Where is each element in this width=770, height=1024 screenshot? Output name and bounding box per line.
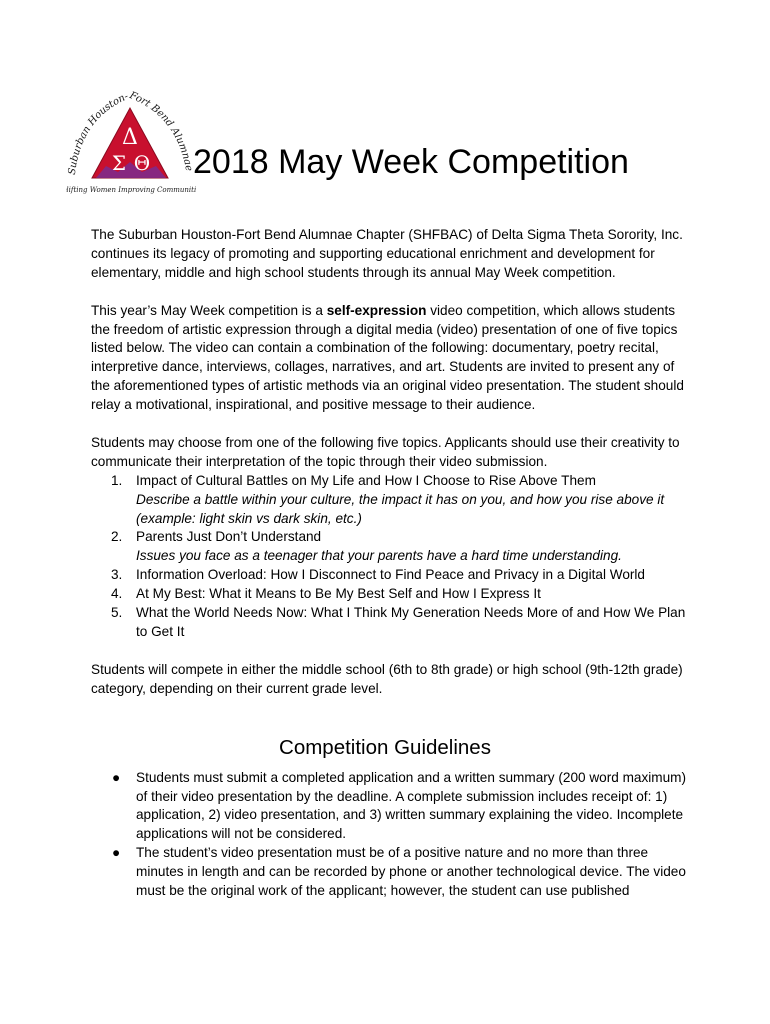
bullet-icon: ●	[112, 845, 121, 861]
competition-description-paragraph	[91, 302, 691, 415]
topic-text: At My Best: What it Means to Be My Best Self and How I Express It	[136, 586, 541, 602]
topic-number: 2.	[111, 529, 123, 545]
topic-number: 5.	[111, 605, 123, 621]
topics-list	[91, 472, 691, 642]
topic-text: Parents Just Don’t Understand	[136, 529, 322, 545]
page-title: 2018 May Week Competition	[193, 143, 629, 181]
guideline-item	[91, 844, 691, 901]
topics-intro: Students may choose from one of the following five topics. Applicants should use their creativity to communicate their interpretation of the topic through their video submission.	[91, 434, 680, 469]
guideline-item	[91, 769, 691, 845]
bullet-icon: ●	[112, 769, 121, 785]
document-body	[91, 226, 691, 901]
topic-number: 3.	[111, 567, 123, 583]
logo-base-text: lifting Women Improving Communiti	[66, 186, 196, 194]
logo-letter-sigma: Σ	[111, 151, 127, 175]
logo-letter-delta: Δ	[122, 125, 138, 150]
sorority-logo	[66, 88, 196, 200]
topic-item	[91, 585, 691, 604]
para2-after: video competition, which allows students the freedom of artistic expression through a digital media (video) presentation of one of five topics listed below. The video can contain a combination of the following: documentary, poetry recital, interpretive dance, interviews, collages, narratives, and art. Students are invited to present any of the aforementioned types of artistic methods via an original video presentation. The student should relay a motivational, inspirational, and positive message to their audience.	[91, 302, 684, 413]
topic-number: 4.	[111, 586, 123, 602]
para2-bold: self-expression	[326, 302, 427, 318]
grade-paragraph: Students will compete in either the middle school (6th to 8th grade) or high school (9th-12th grade) category, depending on their current grade level.	[91, 661, 683, 696]
logo-emblem-icon	[66, 88, 196, 200]
topic-item	[91, 472, 691, 529]
topic-description: Issues you face as a teenager that your parents have a hard time understanding.	[136, 548, 622, 564]
guidelines-heading: Competition Guidelines	[279, 735, 491, 759]
logo-letter-theta: Θ	[133, 151, 151, 175]
topic-number: 1.	[111, 472, 123, 488]
logo-arc-text: Suburban Houston-Fort Bend Alumnae	[66, 90, 195, 176]
topic-item	[91, 566, 691, 585]
topic-item	[91, 528, 691, 566]
para2-before: This year’s May Week competition is a	[91, 302, 327, 318]
guideline-text: Students must submit a completed application and a written summary (200 word maximum) of their video presentation by the deadline. A complete submission includes receipt of: 1) application, 2) video presentation, and 3) written summary explaining the video. Incomplete applications will not be considered.	[136, 769, 687, 842]
topic-text: What the World Needs Now: What I Think My Generation Needs More of and How We Plan to Get It	[136, 605, 686, 639]
guidelines-list	[91, 769, 691, 901]
topic-description: Describe a battle within your culture, the impact it has on you, and how you rise above it (example: light skin vs dark skin, etc.)	[136, 491, 665, 526]
topic-text: Information Overload: How I Disconnect to Find Peace and Privacy in a Digital World	[136, 567, 645, 583]
topic-text: Impact of Cultural Battles on My Life and How I Choose to Rise Above Them	[136, 472, 596, 488]
intro-paragraph: The Suburban Houston-Fort Bend Alumnae Chapter (SHFBAC) of Delta Sigma Theta Sorority, Inc. continues its legacy of promoting and supporting educational enrichment and development for elementary, middle and high school students through its annual May Week competition.	[91, 227, 683, 280]
guideline-text: The student’s video presentation must be of a positive nature and no more than three minutes in length and can be recorded by phone or another technological device. The video must be the original work of the applicant; however, the student can use published	[136, 845, 686, 899]
topic-item	[91, 604, 691, 642]
